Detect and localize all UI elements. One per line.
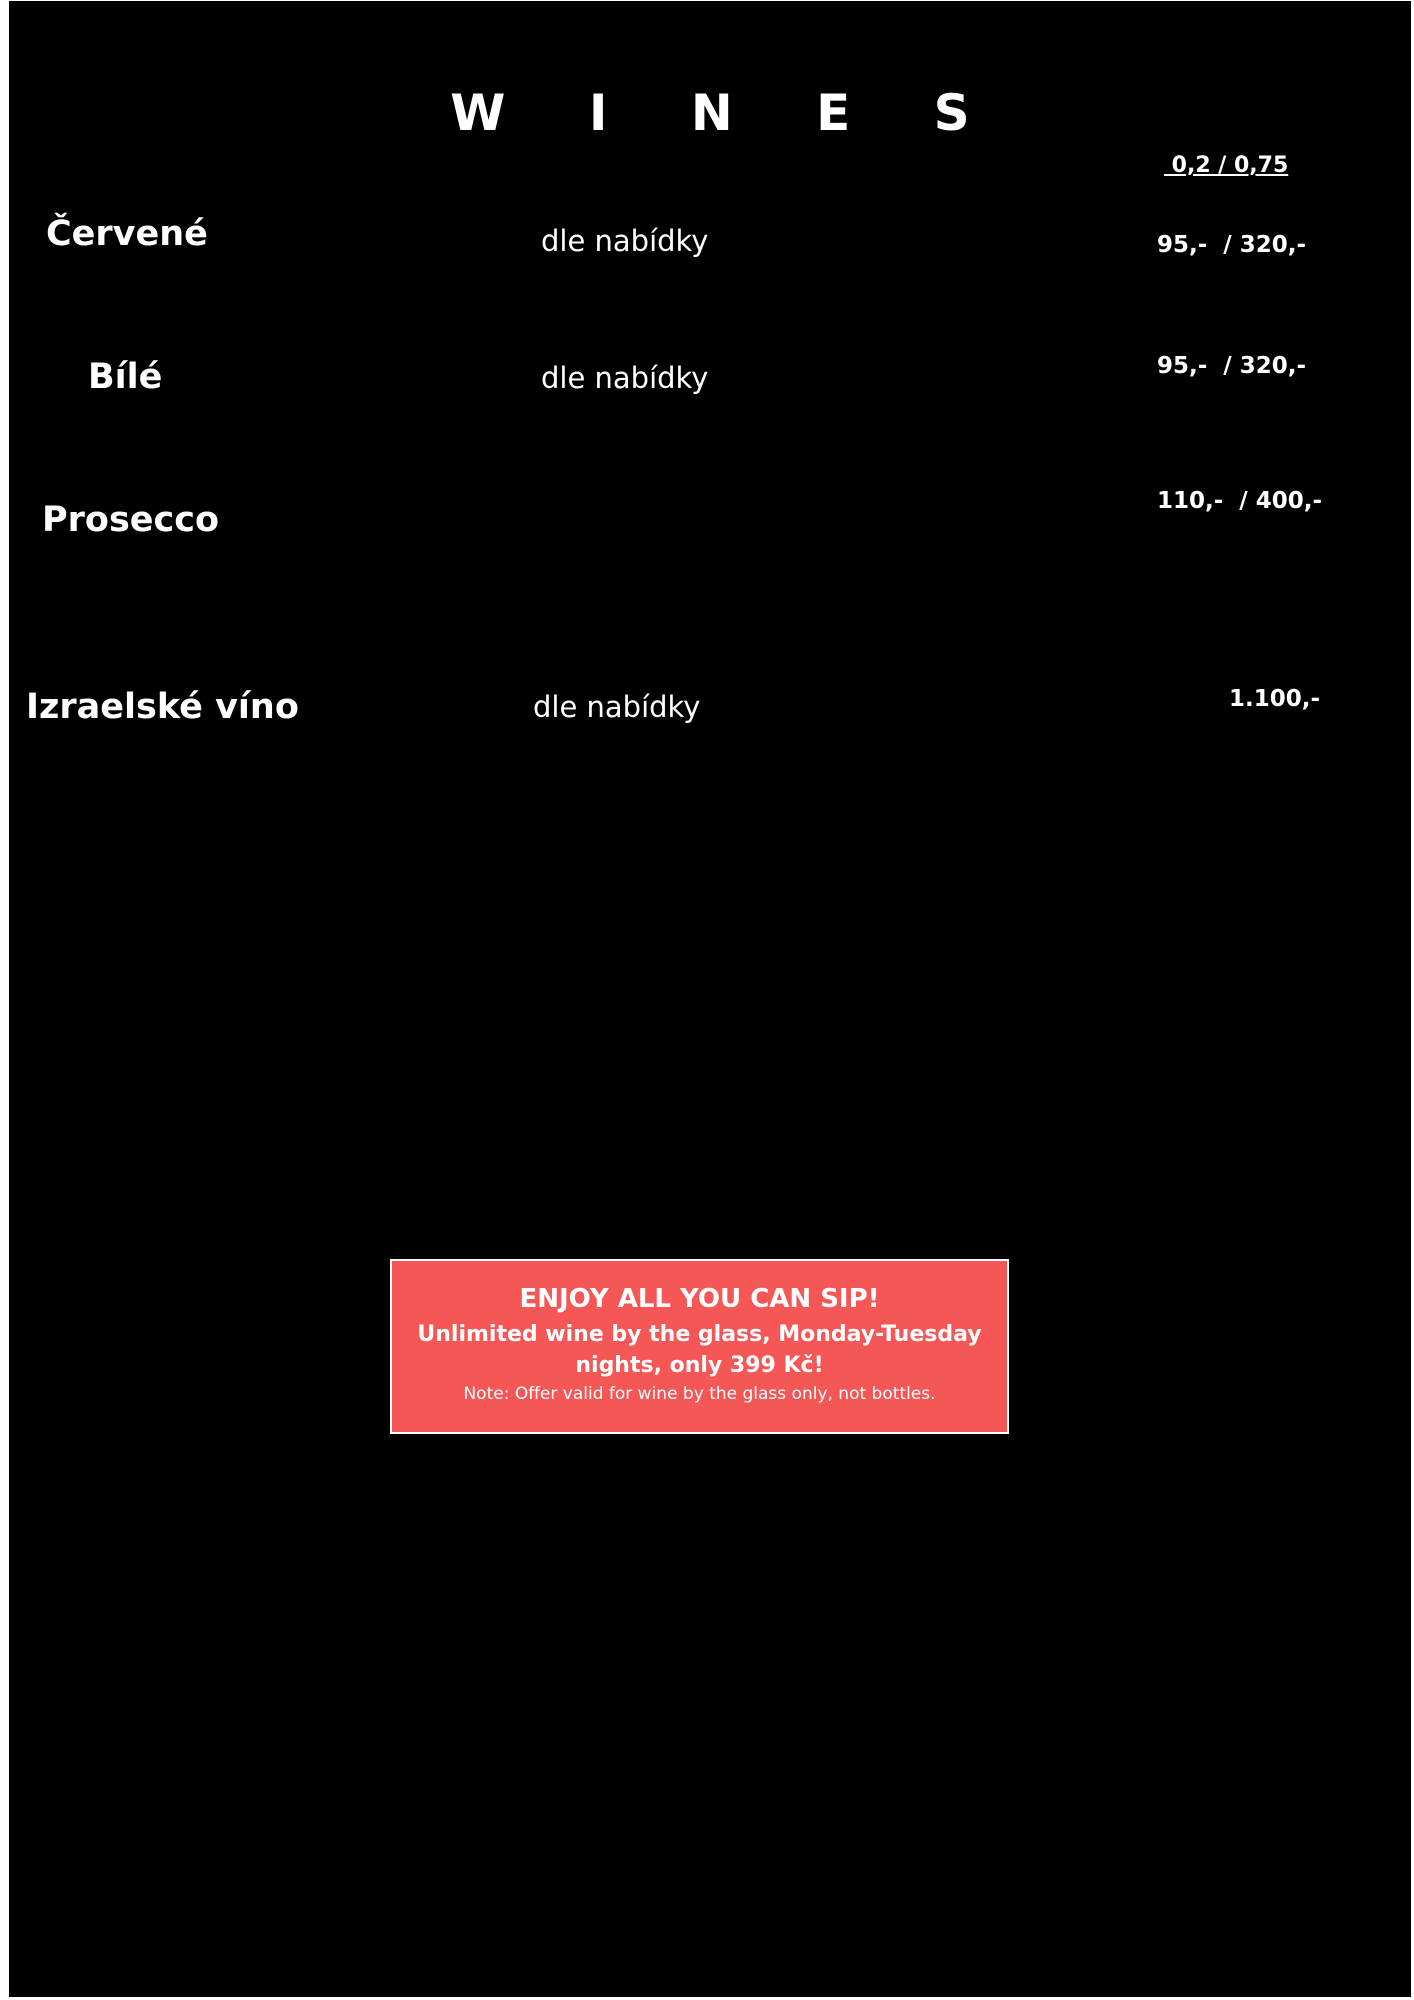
wine-name-bile: Bílé — [88, 357, 163, 397]
wine-desc-bile: dle nabídky — [541, 361, 709, 395]
wine-price-izraelske-vino: 1.100,- — [1229, 686, 1321, 712]
wine-name-cervene: Červené — [46, 214, 208, 254]
wine-price-bile: 95,- / 320,- — [1157, 353, 1307, 379]
page-title: W I N E S — [450, 84, 1003, 142]
promo-note: Note: Offer valid for wine by the glass only, not bottles. — [463, 1384, 936, 1404]
price-column-header: 0,2 / 0,75 — [1164, 153, 1289, 178]
promo-headline: ENJOY ALL YOU CAN SIP! — [519, 1284, 880, 1314]
promo-box — [390, 1259, 1009, 1434]
wine-price-prosecco: 110,- / 400,- — [1157, 488, 1323, 514]
promo-body: Unlimited wine by the glass, Monday-Tuesday nights, only 399 Kč! — [417, 1322, 982, 1378]
wine-desc-izraelske-vino: dle nabídky — [533, 690, 701, 724]
wine-name-prosecco: Prosecco — [42, 500, 220, 540]
menu-page — [8, 0, 1412, 1998]
wine-desc-cervene: dle nabídky — [541, 224, 709, 258]
wine-name-izraelske-vino: Izraelské víno — [26, 687, 299, 727]
wine-price-cervene: 95,- / 320,- — [1157, 232, 1307, 258]
